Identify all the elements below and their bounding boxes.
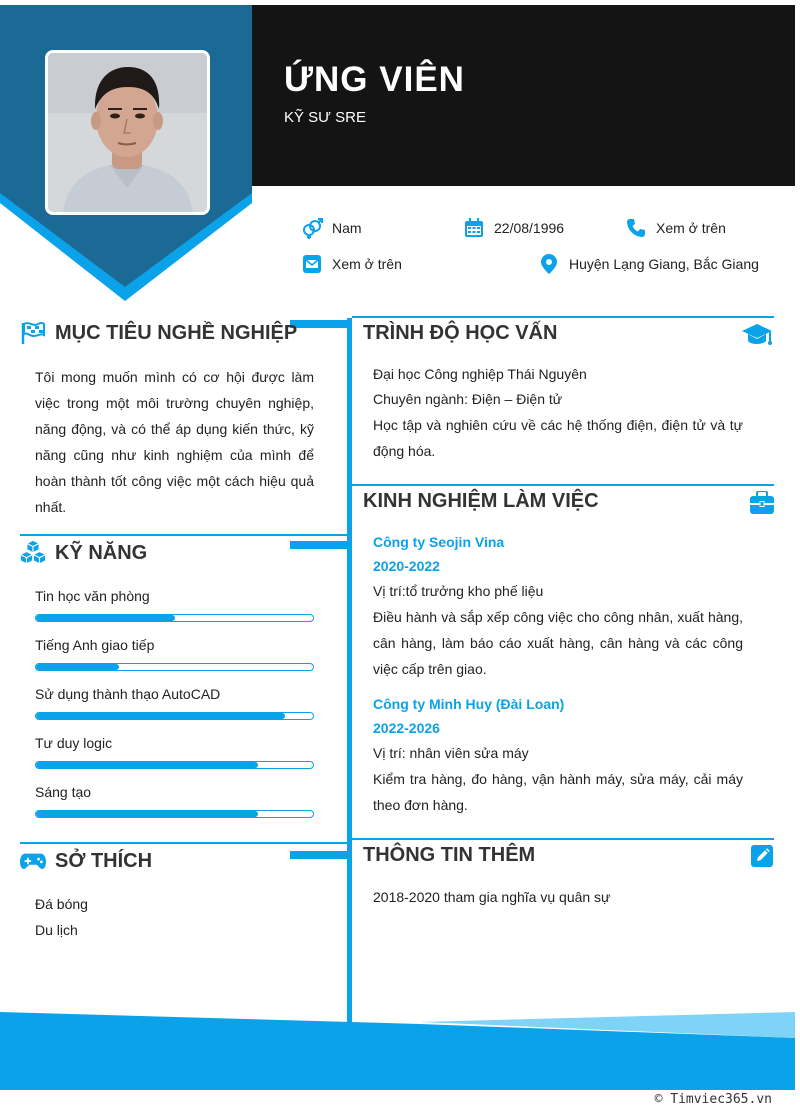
pencil-icon: [751, 845, 773, 872]
contact-phone: [625, 217, 726, 239]
skills-rule: [20, 534, 347, 536]
footer-watermark: © Timviec365.vn: [654, 1092, 772, 1107]
skill-bar-fill: [36, 762, 258, 768]
skill-bar: [35, 761, 314, 769]
flag-icon: [20, 320, 46, 346]
hobby-item: Du lịch: [35, 922, 78, 938]
additional-heading: [363, 844, 535, 867]
job-position: Vị trí: nhân viên sửa máy: [373, 745, 529, 761]
contact-email: [301, 253, 402, 275]
objective-text: Tôi mong muốn mình có cơ hội được làm việc trong một môi trường chuyên nghiệp, năng động, và có thể áp dụng kiến thức, kỹ năng cũng như kinh nghiệm của mình để hoàn thành tốt công việc một cách hiệu quả nhất.: [35, 369, 314, 515]
location-pin-icon: [538, 253, 560, 275]
candidate-role: KỸ SƯ SRE: [284, 109, 367, 126]
skill-bar-fill: [36, 811, 258, 817]
gender-icon: [301, 217, 323, 239]
gamepad-icon: [20, 848, 46, 874]
email-value: Xem ở trên: [332, 256, 402, 272]
skill-bar-fill: [36, 615, 175, 621]
education-title: TRÌNH ĐỘ HỌC VẤN: [363, 322, 558, 344]
objective-tab: [290, 320, 347, 328]
contact-gender: [301, 217, 362, 239]
skill-bar-fill: [36, 664, 119, 670]
objective-heading: [20, 320, 297, 346]
hobbies-rule: [20, 842, 347, 844]
education-school: Đại học Công nghiệp Thái Nguyên: [373, 366, 587, 382]
additional-text: 2018-2020 tham gia nghĩa vụ quân sự: [373, 889, 611, 905]
address-value: Huyện Lạng Giang, Bắc Giang: [569, 256, 759, 272]
job-description: Điều hành và sắp xếp công việc cho công nhân, xuất hàng, cân hàng, làm báo cáo xuất hàng, cân hàng và các công việc cấp trên giao.: [373, 609, 743, 677]
skills-tab: [290, 541, 347, 549]
phone-value: Xem ở trên: [656, 220, 726, 236]
graduation-cap-icon: [741, 322, 773, 353]
education-rule: [352, 316, 774, 318]
education-heading: [363, 322, 557, 345]
hobbies-tab: [290, 851, 347, 859]
skill-label: Tư duy logic: [35, 735, 113, 751]
skill-bar: [35, 614, 314, 622]
experience-heading: [363, 490, 599, 513]
skill-label: Tin học văn phòng: [35, 588, 150, 604]
education-description: Học tập và nghiên cứu về các hệ thống điện, điện tử và tự động hóa.: [373, 417, 743, 459]
cubes-icon: [20, 540, 46, 566]
job-company: Công ty Minh Huy (Đài Loan): [373, 696, 565, 712]
skill-bar-fill: [36, 713, 285, 719]
job-description: Kiểm tra hàng, đo hàng, vận hành máy, sửa máy, cải máy theo đơn hàng.: [373, 771, 743, 813]
email-icon: [301, 253, 323, 275]
skill-label: Sử dụng thành thạo AutoCAD: [35, 686, 221, 702]
column-divider: [347, 318, 352, 1024]
calendar-icon: [463, 217, 485, 239]
briefcase-icon: [749, 491, 775, 520]
gender-value: Nam: [332, 220, 362, 236]
experience-rule: [352, 484, 774, 486]
education-major: Chuyên ngành: Điện – Điện tử: [373, 391, 563, 407]
contact-address: [538, 253, 759, 275]
job-company: Công ty Seojin Vina: [373, 534, 505, 550]
contact-birthday: [463, 217, 564, 239]
candidate-name: ỨNG VIÊN: [284, 60, 465, 99]
skill-bar: [35, 712, 314, 720]
hobby-item: Đá bóng: [35, 896, 88, 912]
skills-heading: [20, 540, 147, 566]
hobbies-title: SỞ THÍCH: [55, 849, 153, 872]
avatar: [45, 50, 210, 215]
phone-icon: [625, 217, 647, 239]
experience-title: KINH NGHIỆM LÀM VIỆC: [363, 490, 599, 512]
skill-label: Tiếng Anh giao tiếp: [35, 637, 155, 653]
objective-title: MỤC TIÊU NGHỀ NGHIỆP: [55, 321, 298, 344]
hobbies-heading: [20, 848, 152, 874]
skill-bar: [35, 810, 314, 818]
footer-wave: [0, 1010, 800, 1090]
additional-title: THÔNG TIN THÊM: [363, 844, 536, 866]
skills-title: KỸ NĂNG: [55, 541, 148, 564]
skill-label: Sáng tạo: [35, 784, 92, 800]
additional-rule: [352, 838, 774, 840]
job-period: 2022-2026: [373, 720, 440, 736]
job-period: 2020-2022: [373, 558, 440, 574]
job-position: Vị trí:tổ trưởng kho phế liệu: [373, 583, 544, 599]
skill-bar: [35, 663, 314, 671]
birthday-value: 22/08/1996: [494, 220, 565, 236]
